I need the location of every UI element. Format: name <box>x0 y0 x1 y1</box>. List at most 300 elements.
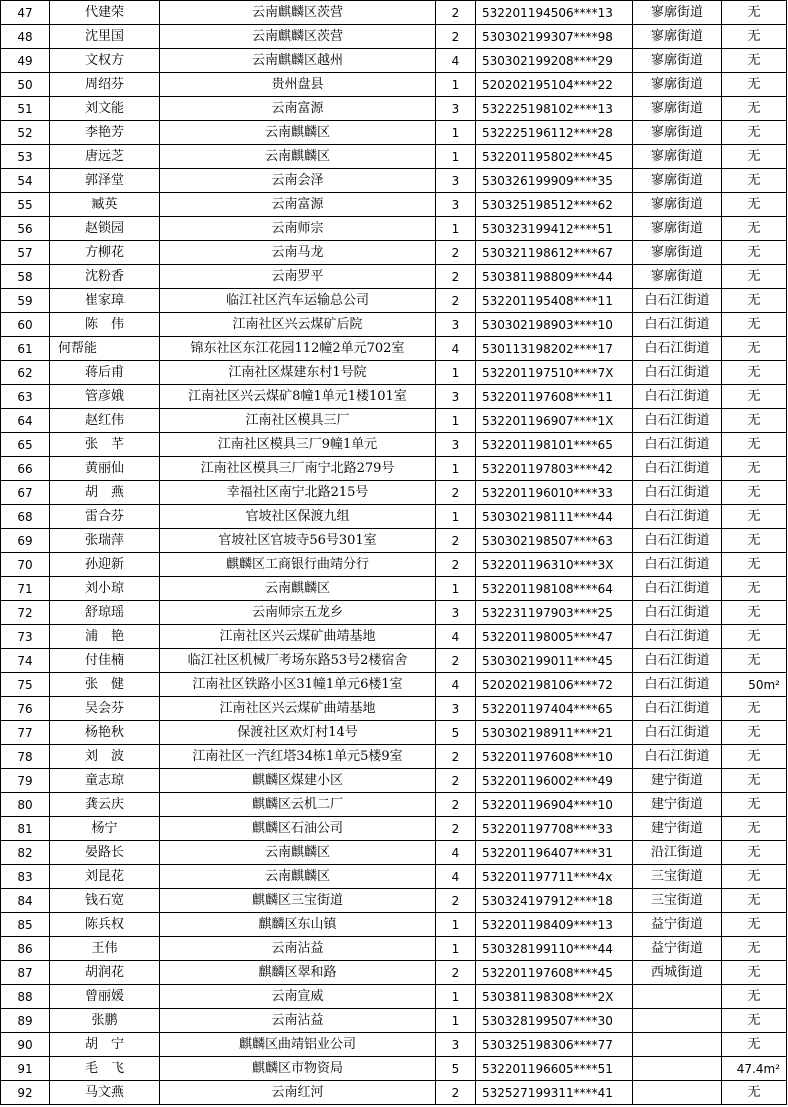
street-office-cell: 寥廓街道 <box>633 145 722 169</box>
applicant-name-cell: 赵红伟 <box>50 409 160 433</box>
housing-area-cell: 无 <box>722 865 787 889</box>
street-office-cell: 白石江街道 <box>633 505 722 529</box>
address-cell: 云南麒麟区茨营 <box>160 1 436 25</box>
applicant-name-cell: 浦 艳 <box>50 625 160 649</box>
address-cell: 江南社区铁路小区31幢1单元6楼1室 <box>160 673 436 697</box>
housing-area-cell: 无 <box>722 937 787 961</box>
housing-area-cell: 无 <box>722 505 787 529</box>
applicant-name-cell: 张瑞萍 <box>50 529 160 553</box>
household-count-cell: 2 <box>436 793 476 817</box>
address-cell: 云南麒麟区 <box>160 865 436 889</box>
household-count-cell: 2 <box>436 481 476 505</box>
household-count-cell: 1 <box>436 505 476 529</box>
row-number-cell: 90 <box>1 1033 50 1057</box>
address-cell: 江南社区兴云煤矿后院 <box>160 313 436 337</box>
household-count-cell: 2 <box>436 25 476 49</box>
address-cell: 江南社区煤建东村1号院 <box>160 361 436 385</box>
household-count-cell: 4 <box>436 865 476 889</box>
id-number-cell: 532527199311****41 <box>476 1081 633 1105</box>
housing-area-cell: 无 <box>722 985 787 1009</box>
housing-area-cell: 无 <box>722 745 787 769</box>
household-count-cell: 3 <box>436 601 476 625</box>
id-number-cell: 532225196112****28 <box>476 121 633 145</box>
housing-area-cell: 无 <box>722 817 787 841</box>
applicant-name-cell: 张 芊 <box>50 433 160 457</box>
table-row <box>1 673 787 697</box>
id-number-cell: 532201197803****42 <box>476 457 633 481</box>
housing-area-cell: 无 <box>722 241 787 265</box>
address-cell: 幸福社区南宁北路215号 <box>160 481 436 505</box>
applicant-name-cell: 文权方 <box>50 49 160 73</box>
table-row <box>1 577 787 601</box>
row-number-cell: 86 <box>1 937 50 961</box>
street-office-cell: 白石江街道 <box>633 649 722 673</box>
housing-area-cell: 无 <box>722 1 787 25</box>
street-office-cell: 益宁街道 <box>633 913 722 937</box>
applicant-name-cell: 陈兵权 <box>50 913 160 937</box>
housing-area-cell: 无 <box>722 97 787 121</box>
table-row <box>1 49 787 73</box>
address-cell: 临江社区汽车运输总公司 <box>160 289 436 313</box>
table-row <box>1 457 787 481</box>
household-count-cell: 4 <box>436 673 476 697</box>
row-number-cell: 67 <box>1 481 50 505</box>
street-office-cell: 寥廓街道 <box>633 1 722 25</box>
table-row <box>1 865 787 889</box>
household-count-cell: 2 <box>436 1 476 25</box>
row-number-cell: 73 <box>1 625 50 649</box>
row-number-cell: 65 <box>1 433 50 457</box>
table-row <box>1 289 787 313</box>
address-cell: 麒麟区翠和路 <box>160 961 436 985</box>
street-office-cell: 白石江街道 <box>633 697 722 721</box>
row-number-cell: 91 <box>1 1057 50 1081</box>
id-number-cell: 532201198108****64 <box>476 577 633 601</box>
table-row <box>1 601 787 625</box>
street-office-cell: 白石江街道 <box>633 745 722 769</box>
address-cell: 云南马龙 <box>160 241 436 265</box>
housing-area-cell: 无 <box>722 769 787 793</box>
address-cell: 云南麒麟区 <box>160 841 436 865</box>
housing-area-cell: 无 <box>722 73 787 97</box>
row-number-cell: 87 <box>1 961 50 985</box>
address-cell: 麒麟区工商银行曲靖分行 <box>160 553 436 577</box>
household-count-cell: 2 <box>436 745 476 769</box>
table-row <box>1 889 787 913</box>
id-number-cell: 530321198612****67 <box>476 241 633 265</box>
table-row <box>1 1033 787 1057</box>
housing-area-cell: 50m² <box>722 673 787 697</box>
id-number-cell: 530113198202****17 <box>476 337 633 361</box>
table-row <box>1 649 787 673</box>
applicant-name-cell: 孙迎新 <box>50 553 160 577</box>
address-cell: 保渡社区欢灯村14号 <box>160 721 436 745</box>
street-office-cell <box>633 1081 722 1105</box>
id-number-cell: 532225198102****13 <box>476 97 633 121</box>
street-office-cell: 白石江街道 <box>633 313 722 337</box>
id-number-cell: 532201196010****33 <box>476 481 633 505</box>
applicant-name-cell: 沈里国 <box>50 25 160 49</box>
id-number-cell: 532201198409****13 <box>476 913 633 937</box>
table-row <box>1 25 787 49</box>
applicant-name-cell: 曾丽媛 <box>50 985 160 1009</box>
address-cell: 官坡社区保渡九组 <box>160 505 436 529</box>
housing-area-cell: 无 <box>722 385 787 409</box>
table-row <box>1 409 787 433</box>
id-number-cell: 530325198512****62 <box>476 193 633 217</box>
household-count-cell: 2 <box>436 961 476 985</box>
applicant-name-cell: 刘文能 <box>50 97 160 121</box>
table-row <box>1 721 787 745</box>
applicant-name-cell: 赵锁园 <box>50 217 160 241</box>
row-number-cell: 51 <box>1 97 50 121</box>
applicant-name-cell: 王伟 <box>50 937 160 961</box>
address-cell: 贵州盘县 <box>160 73 436 97</box>
table-row <box>1 73 787 97</box>
street-office-cell: 白石江街道 <box>633 409 722 433</box>
housing-area-cell: 无 <box>722 529 787 553</box>
applicant-name-cell: 唐远芝 <box>50 145 160 169</box>
address-cell: 云南师宗五龙乡 <box>160 601 436 625</box>
row-number-cell: 53 <box>1 145 50 169</box>
street-office-cell: 白石江街道 <box>633 553 722 577</box>
address-cell: 云南会泽 <box>160 169 436 193</box>
row-number-cell: 50 <box>1 73 50 97</box>
address-cell: 麒麟区石油公司 <box>160 817 436 841</box>
housing-area-cell: 无 <box>722 1033 787 1057</box>
id-number-cell: 532201196002****49 <box>476 769 633 793</box>
household-count-cell: 1 <box>436 121 476 145</box>
table-row <box>1 313 787 337</box>
applicant-name-cell: 舒琼瑶 <box>50 601 160 625</box>
row-number-cell: 64 <box>1 409 50 433</box>
household-count-cell: 3 <box>436 433 476 457</box>
street-office-cell <box>633 985 722 1009</box>
address-cell: 云南红河 <box>160 1081 436 1105</box>
household-count-cell: 1 <box>436 1009 476 1033</box>
row-number-cell: 88 <box>1 985 50 1009</box>
id-number-cell: 532201197404****65 <box>476 697 633 721</box>
id-number-cell: 530381198308****2X <box>476 985 633 1009</box>
id-number-cell: 530328199507****30 <box>476 1009 633 1033</box>
street-office-cell: 寥廓街道 <box>633 97 722 121</box>
street-office-cell: 寥廓街道 <box>633 169 722 193</box>
street-office-cell: 白石江街道 <box>633 625 722 649</box>
household-count-cell: 1 <box>436 217 476 241</box>
table-row <box>1 937 787 961</box>
id-number-cell: 532201197711****4x <box>476 865 633 889</box>
id-number-cell: 530324197912****18 <box>476 889 633 913</box>
household-count-cell: 2 <box>436 241 476 265</box>
address-cell: 江南社区兴云煤矿曲靖基地 <box>160 625 436 649</box>
table-row <box>1 745 787 769</box>
row-number-cell: 71 <box>1 577 50 601</box>
household-count-cell: 2 <box>436 1081 476 1105</box>
street-office-cell: 白石江街道 <box>633 577 722 601</box>
table-row <box>1 553 787 577</box>
id-number-cell: 532201196310****3X <box>476 553 633 577</box>
applicant-name-cell: 毛 飞 <box>50 1057 160 1081</box>
household-count-cell: 4 <box>436 625 476 649</box>
id-number-cell: 530323199412****51 <box>476 217 633 241</box>
row-number-cell: 69 <box>1 529 50 553</box>
household-count-cell: 3 <box>436 313 476 337</box>
row-number-cell: 55 <box>1 193 50 217</box>
table-row <box>1 385 787 409</box>
housing-area-cell: 无 <box>722 1081 787 1105</box>
id-number-cell: 532201198005****47 <box>476 625 633 649</box>
household-count-cell: 4 <box>436 337 476 361</box>
address-cell: 云南富源 <box>160 97 436 121</box>
household-count-cell: 1 <box>436 985 476 1009</box>
household-count-cell: 3 <box>436 97 476 121</box>
housing-area-cell: 无 <box>722 601 787 625</box>
address-cell: 江南社区兴云煤矿曲靖基地 <box>160 697 436 721</box>
row-number-cell: 63 <box>1 385 50 409</box>
housing-area-cell: 无 <box>722 265 787 289</box>
household-count-cell: 1 <box>436 361 476 385</box>
table-row <box>1 1057 787 1081</box>
street-office-cell: 建宁街道 <box>633 817 722 841</box>
address-cell: 云南麒麟区 <box>160 121 436 145</box>
id-number-cell: 532201197608****10 <box>476 745 633 769</box>
applicant-name-cell: 黄丽仙 <box>50 457 160 481</box>
table-row <box>1 481 787 505</box>
applicant-name-cell: 刘小琼 <box>50 577 160 601</box>
housing-area-cell: 无 <box>722 553 787 577</box>
housing-area-cell: 无 <box>722 145 787 169</box>
row-number-cell: 56 <box>1 217 50 241</box>
applicant-name-cell: 胡 宁 <box>50 1033 160 1057</box>
street-office-cell: 西城街道 <box>633 961 722 985</box>
row-number-cell: 62 <box>1 361 50 385</box>
table-row <box>1 913 787 937</box>
table-row <box>1 1 787 25</box>
id-number-cell: 530325198306****77 <box>476 1033 633 1057</box>
id-number-cell: 532201197510****7X <box>476 361 633 385</box>
street-office-cell: 益宁街道 <box>633 937 722 961</box>
table-row <box>1 529 787 553</box>
row-number-cell: 70 <box>1 553 50 577</box>
street-office-cell: 白石江街道 <box>633 673 722 697</box>
row-number-cell: 74 <box>1 649 50 673</box>
housing-area-cell: 无 <box>722 49 787 73</box>
street-office-cell: 寥廓街道 <box>633 49 722 73</box>
applicant-name-cell: 晏路长 <box>50 841 160 865</box>
address-cell: 麒麟区煤建小区 <box>160 769 436 793</box>
id-number-cell: 530328199110****44 <box>476 937 633 961</box>
household-count-cell: 2 <box>436 649 476 673</box>
row-number-cell: 61 <box>1 337 50 361</box>
household-count-cell: 4 <box>436 841 476 865</box>
row-number-cell: 49 <box>1 49 50 73</box>
household-count-cell: 2 <box>436 265 476 289</box>
applicant-name-cell: 刘 波 <box>50 745 160 769</box>
household-count-cell: 4 <box>436 49 476 73</box>
housing-area-cell: 无 <box>722 121 787 145</box>
housing-area-cell: 无 <box>722 361 787 385</box>
street-office-cell: 沿江街道 <box>633 841 722 865</box>
household-count-cell: 1 <box>436 409 476 433</box>
id-number-cell: 530381198809****44 <box>476 265 633 289</box>
applicant-name-cell: 童志琼 <box>50 769 160 793</box>
housing-area-cell: 无 <box>722 577 787 601</box>
row-number-cell: 68 <box>1 505 50 529</box>
table-row <box>1 841 787 865</box>
id-number-cell: 532201196904****10 <box>476 793 633 817</box>
row-number-cell: 92 <box>1 1081 50 1105</box>
housing-area-cell: 无 <box>722 721 787 745</box>
street-office-cell <box>633 1033 722 1057</box>
row-number-cell: 84 <box>1 889 50 913</box>
applicant-name-cell: 张 健 <box>50 673 160 697</box>
id-number-cell: 530302198903****10 <box>476 313 633 337</box>
row-number-cell: 79 <box>1 769 50 793</box>
housing-area-cell: 无 <box>722 793 787 817</box>
id-number-cell: 530326199909****35 <box>476 169 633 193</box>
street-office-cell: 白石江街道 <box>633 433 722 457</box>
id-number-cell: 530302198111****44 <box>476 505 633 529</box>
table-row <box>1 817 787 841</box>
table-row <box>1 433 787 457</box>
housing-area-cell: 无 <box>722 217 787 241</box>
address-cell: 锦东社区东江花园112幢2单元702室 <box>160 337 436 361</box>
household-count-cell: 1 <box>436 577 476 601</box>
street-office-cell: 寥廓街道 <box>633 73 722 97</box>
row-number-cell: 47 <box>1 1 50 25</box>
address-cell: 云南麒麟区越州 <box>160 49 436 73</box>
table-row <box>1 265 787 289</box>
applicant-name-cell: 郭泽堂 <box>50 169 160 193</box>
housing-area-cell: 无 <box>722 457 787 481</box>
address-cell: 江南社区一汽红塔34栋1单元5楼9室 <box>160 745 436 769</box>
street-office-cell: 寥廓街道 <box>633 193 722 217</box>
row-number-cell: 60 <box>1 313 50 337</box>
row-number-cell: 80 <box>1 793 50 817</box>
id-number-cell: 530302198507****63 <box>476 529 633 553</box>
applicant-name-cell: 周绍芬 <box>50 73 160 97</box>
id-number-cell: 532201197608****45 <box>476 961 633 985</box>
housing-area-cell: 无 <box>722 337 787 361</box>
applicant-name-cell: 杨宁 <box>50 817 160 841</box>
housing-area-cell: 无 <box>722 313 787 337</box>
street-office-cell: 白石江街道 <box>633 289 722 313</box>
id-number-cell: 532201195408****11 <box>476 289 633 313</box>
household-count-cell: 2 <box>436 289 476 313</box>
table-row <box>1 361 787 385</box>
street-office-cell: 三宝街道 <box>633 865 722 889</box>
street-office-cell: 白石江街道 <box>633 457 722 481</box>
street-office-cell: 三宝街道 <box>633 889 722 913</box>
table-row <box>1 121 787 145</box>
housing-area-cell: 无 <box>722 481 787 505</box>
row-number-cell: 82 <box>1 841 50 865</box>
household-count-cell: 5 <box>436 1057 476 1081</box>
address-cell: 云南宣威 <box>160 985 436 1009</box>
table-row <box>1 241 787 265</box>
applicant-name-cell: 张鹏 <box>50 1009 160 1033</box>
id-number-cell: 530302199011****45 <box>476 649 633 673</box>
id-number-cell: 532231197903****25 <box>476 601 633 625</box>
row-number-cell: 75 <box>1 673 50 697</box>
housing-area-cell: 无 <box>722 913 787 937</box>
street-office-cell: 白石江街道 <box>633 337 722 361</box>
street-office-cell: 寥廓街道 <box>633 25 722 49</box>
applicant-name-cell: 付佳楠 <box>50 649 160 673</box>
street-office-cell: 白石江街道 <box>633 721 722 745</box>
address-cell: 云南沾益 <box>160 937 436 961</box>
row-number-cell: 59 <box>1 289 50 313</box>
applicant-name-cell: 吴会芬 <box>50 697 160 721</box>
applicant-name-cell: 臧英 <box>50 193 160 217</box>
address-cell: 云南麒麟区 <box>160 577 436 601</box>
address-cell: 江南社区模具三厂9幢1单元 <box>160 433 436 457</box>
applicant-name-cell: 胡 燕 <box>50 481 160 505</box>
row-number-cell: 58 <box>1 265 50 289</box>
applicant-name-cell: 刘昆花 <box>50 865 160 889</box>
household-count-cell: 2 <box>436 889 476 913</box>
street-office-cell <box>633 1009 722 1033</box>
row-number-cell: 89 <box>1 1009 50 1033</box>
address-cell: 江南社区模具三厂南宁北路279号 <box>160 457 436 481</box>
household-count-cell: 3 <box>436 697 476 721</box>
row-number-cell: 85 <box>1 913 50 937</box>
table-row <box>1 697 787 721</box>
housing-area-cell: 无 <box>722 889 787 913</box>
address-cell: 麒麟区市物资局 <box>160 1057 436 1081</box>
street-office-cell <box>633 1057 722 1081</box>
table-row <box>1 193 787 217</box>
id-number-cell: 532201196605****51 <box>476 1057 633 1081</box>
id-number-cell: 530302199307****98 <box>476 25 633 49</box>
row-number-cell: 54 <box>1 169 50 193</box>
address-cell: 麒麟区三宝街道 <box>160 889 436 913</box>
id-number-cell: 532201197708****33 <box>476 817 633 841</box>
household-count-cell: 1 <box>436 457 476 481</box>
housing-area-cell: 无 <box>722 697 787 721</box>
address-cell: 江南社区模具三厂 <box>160 409 436 433</box>
housing-area-cell: 无 <box>722 193 787 217</box>
table-row <box>1 505 787 529</box>
housing-area-cell: 无 <box>722 841 787 865</box>
household-count-cell: 3 <box>436 1033 476 1057</box>
table-row <box>1 961 787 985</box>
applicant-name-cell: 沈粉香 <box>50 265 160 289</box>
applicant-name-cell: 方柳花 <box>50 241 160 265</box>
address-cell: 临江社区机械厂考场东路53号2楼宿舍 <box>160 649 436 673</box>
row-number-cell: 66 <box>1 457 50 481</box>
household-count-cell: 1 <box>436 913 476 937</box>
row-number-cell: 48 <box>1 25 50 49</box>
table-row <box>1 97 787 121</box>
applicant-name-cell: 管彦娥 <box>50 385 160 409</box>
address-cell: 云南罗平 <box>160 265 436 289</box>
applicant-name-cell: 何帮能 <box>50 337 160 361</box>
applicant-name-cell: 雷合芬 <box>50 505 160 529</box>
street-office-cell: 寥廓街道 <box>633 121 722 145</box>
household-count-cell: 2 <box>436 553 476 577</box>
id-number-cell: 532201196407****31 <box>476 841 633 865</box>
applicant-name-cell: 马文燕 <box>50 1081 160 1105</box>
table-row <box>1 625 787 649</box>
applicant-name-cell: 龚云庆 <box>50 793 160 817</box>
street-office-cell: 白石江街道 <box>633 529 722 553</box>
row-number-cell: 72 <box>1 601 50 625</box>
table-row <box>1 1081 787 1105</box>
housing-area-cell: 无 <box>722 1009 787 1033</box>
id-number-cell: 532201197608****11 <box>476 385 633 409</box>
row-number-cell: 52 <box>1 121 50 145</box>
